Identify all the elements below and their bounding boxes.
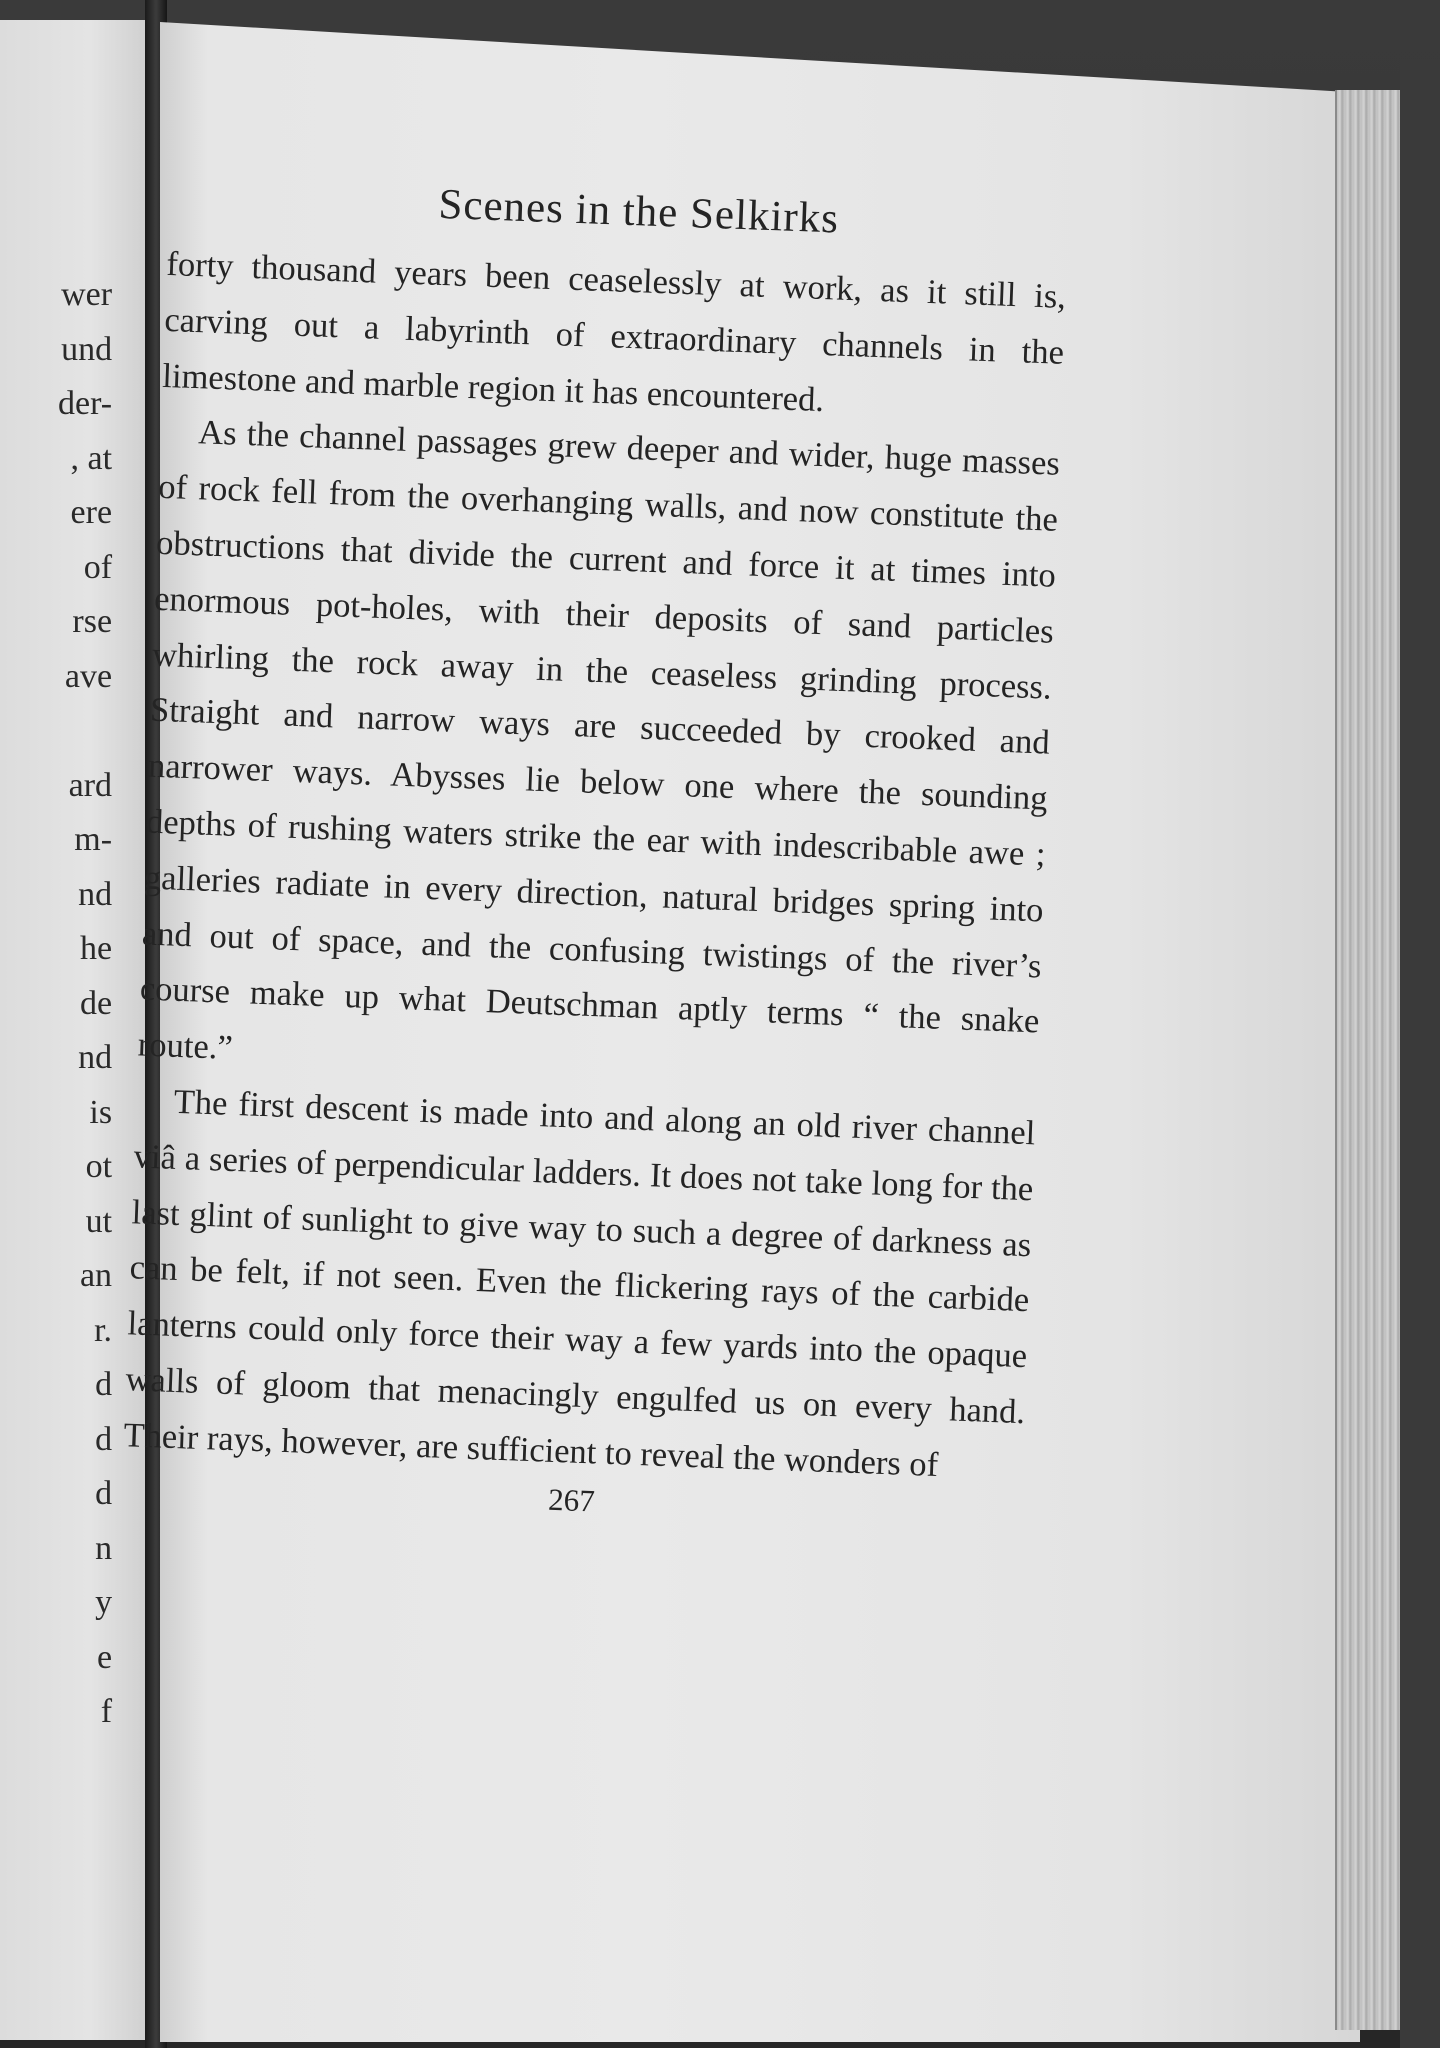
paragraph: forty thousand years been ceaselessly at work, as it still is, carving out a labyrinth of extraordinary channels in the limestone and marble region it has encountered. <box>161 244 1067 419</box>
facing-page-line: , at <box>70 439 113 477</box>
facing-page-line <box>58 704 112 759</box>
facing-page-line: ard <box>68 766 113 804</box>
facing-page-line: der- <box>58 385 113 422</box>
facing-page-line: m- <box>74 821 113 858</box>
page-edges <box>1335 90 1407 2030</box>
facing-page-line: und <box>61 330 113 368</box>
running-head: Scenes in the Selkirks <box>437 180 840 243</box>
facing-page-line: d <box>95 1475 113 1512</box>
facing-page-line: ot <box>85 1148 113 1185</box>
book-cover-edge <box>1400 60 1440 2048</box>
facing-page-line: d <box>95 1366 113 1403</box>
facing-page-line: y <box>95 1584 113 1621</box>
facing-page <box>0 20 153 2040</box>
facing-page-line: nd <box>78 1039 113 1076</box>
facing-page-line: ere <box>70 494 113 531</box>
facing-page-line: de <box>79 984 113 1022</box>
facing-page-line: f <box>100 1693 113 1730</box>
paragraph: As the channel passages grew deeper and wider, huge masses of rock fell from the overhanging walls, and now constitute the obstructions that divide the current and force it at times into enormous pot-holes, with their deposits of sand particles whirling the rock away in the ceaseless grinding process. Straight and narrow ways are succeeded by crooked and narrower ways. Abysses lie below one where the sounding depths of rushing waters strike the ear with indescribable awe ; galleries radiate in every direction, natural bridges spring into and out of space, and the confusing twistings of the river’s course make up what Deutschman aptly terms “ the snake route.” <box>137 413 1061 1068</box>
facing-page-line: wer <box>61 276 113 313</box>
facing-page-line: rse <box>72 603 113 640</box>
facing-page-line: ave <box>64 657 113 695</box>
page-number: 267 <box>547 1481 596 1518</box>
facing-page-text <box>58 268 112 1740</box>
facing-page-line: e <box>96 1638 113 1676</box>
facing-page-line: d <box>95 1420 113 1458</box>
facing-page-line: nd <box>78 875 113 913</box>
facing-page-line: is <box>89 1093 113 1131</box>
facing-page-line: of <box>83 548 113 586</box>
facing-page-line: he <box>79 930 113 967</box>
paragraph: The first descent is made into and along an old river channel viâ a series of perpendicular ladders. It does not take long for the last glint of sunlight to give way to such a degree of darkness as can be felt, if not seen. Even the flickering rays of the carbide lanterns could only force their way a few yards into the opaque walls of gloom that menacingly engulfed us on every hand. Their rays, however, are sufficient to reveal the wonders of <box>122 1082 1036 1484</box>
facing-page-line: ut <box>85 1202 113 1240</box>
facing-page-line: n <box>95 1529 113 1567</box>
page-text-block <box>121 170 1069 1535</box>
body-text <box>123 237 1067 1497</box>
facing-page-line: r. <box>94 1311 113 1349</box>
facing-page-line: an <box>79 1257 113 1294</box>
